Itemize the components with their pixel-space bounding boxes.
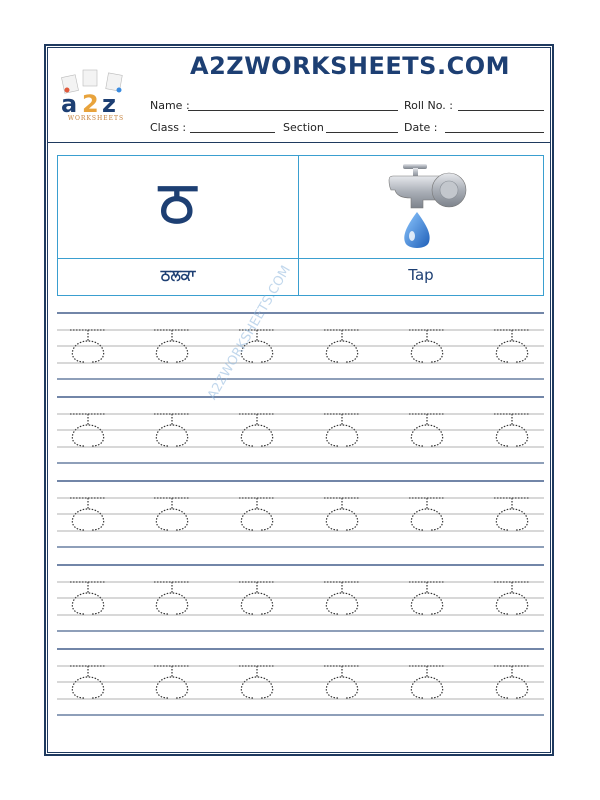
section-label: Section: [283, 121, 324, 134]
watermark: A2ZWORKSHEETS.COM: [205, 263, 295, 403]
svg-text:2: 2: [82, 90, 99, 118]
svg-text:a: a: [61, 90, 78, 118]
logo-subtitle: WORKSHEETS: [67, 115, 125, 122]
date-label: Date :: [404, 121, 438, 134]
site-title: A2ZWORKSHEETS.COM: [190, 52, 510, 80]
gurmukhi-letter: ਠ: [159, 169, 196, 234]
english-word: Tap: [408, 266, 434, 284]
svg-text:z: z: [102, 90, 116, 118]
punjabi-word: ਠਲਕਾ: [160, 266, 196, 284]
name-label: Name :: [150, 99, 190, 112]
class-label: Class :: [150, 121, 187, 134]
rollno-label: Roll No. :: [404, 99, 453, 112]
